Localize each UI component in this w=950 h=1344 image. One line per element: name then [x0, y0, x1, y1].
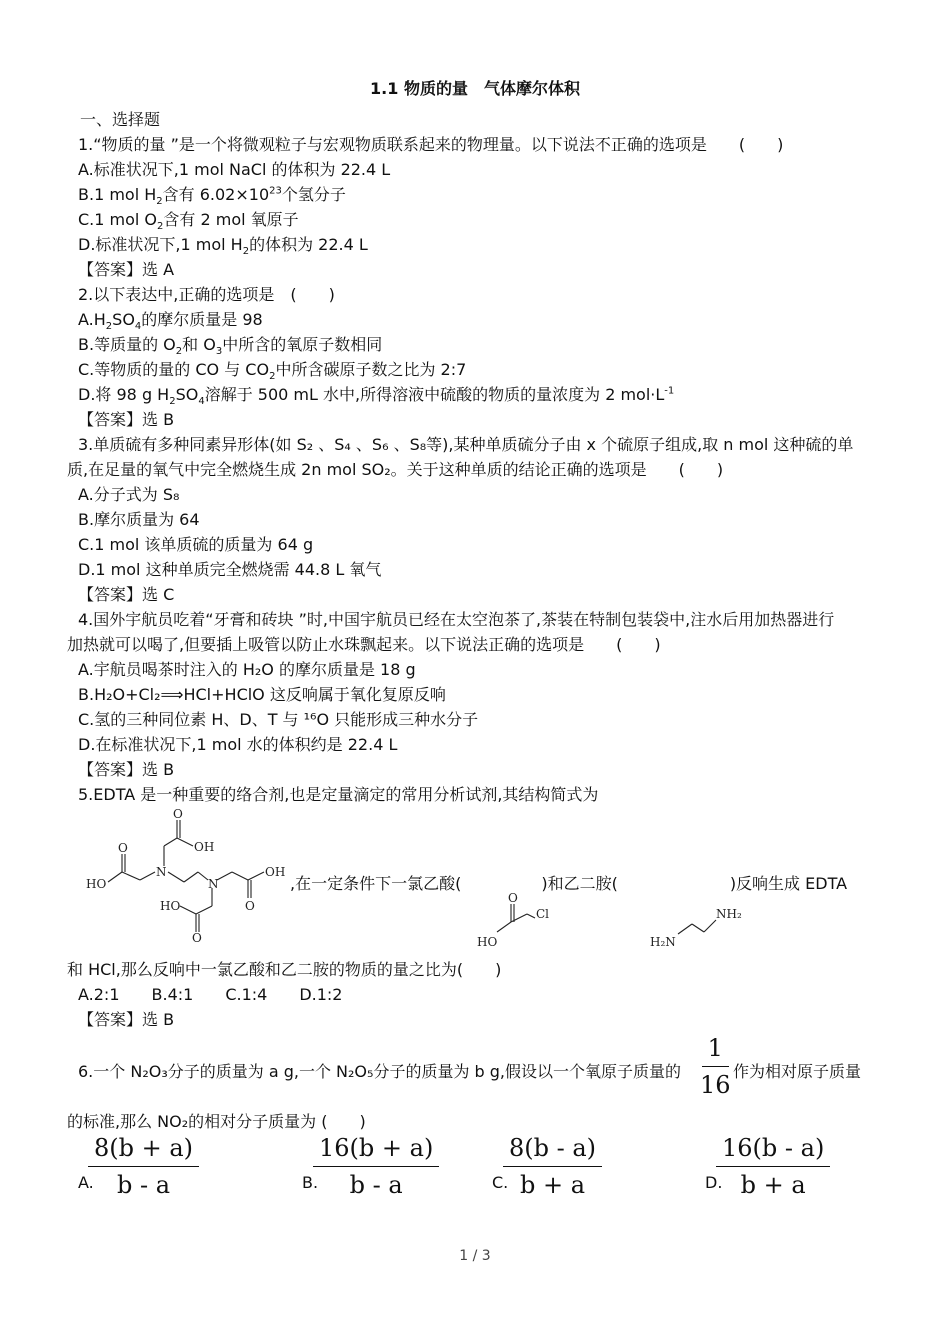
- q3-stem-line1: 3.单质硫有多种同素异形体(如 S₂ 、S₄ 、S₆ 、S₈等),某种单质硫分子由 x 个硫原子组成,取 n mol 这种硫的单: [78, 435, 854, 454]
- q1-stem: 1.“物质的量 ”是一个将微观粒子与宏观物质联系起来的物理量。以下说法不正确的选项是 ( ): [78, 135, 784, 154]
- q2-stem: 2.以下表达中,正确的选项是 ( ): [78, 285, 335, 304]
- q1-option-c: C.1 mol $O_2$含有 2 mol 氧原子: [78, 210, 299, 233]
- q6-option-c-den: b + a: [520, 1171, 586, 1199]
- q6-option-a-den: b - a: [117, 1171, 171, 1199]
- q6-option-d-label: D.: [705, 1173, 723, 1192]
- page-title: 1.1 物质的量 气体摩尔体积: [370, 79, 580, 98]
- q4-answer: 【答案】选 B: [78, 760, 175, 779]
- chloroacetic-acid-structure: [475, 890, 555, 952]
- q4-option-b: B.H₂O+Cl₂⟹HCl+HClO 这反响属于氧化复原反响: [78, 685, 446, 704]
- q3-option-d: D.1 mol 这种单质完全燃烧需 44.8 L 氧气: [78, 560, 382, 579]
- edta-oh-top: OH: [194, 840, 215, 854]
- edta-ho-bottom: HO: [160, 899, 181, 913]
- q6-stem-pre: 6.一个 N₂O₃分子的质量为 a g,一个 N₂O₅分子的质量为 b g,假设以一个氧原子质量的: [78, 1062, 682, 1081]
- q4-stem-line2: 加热就可以喝了,但要插上吸管以防止水珠飘起来。以下说法正确的选项是 ( ): [67, 635, 661, 654]
- q2-option-b: B.等质量的 $O_2$和 $O_3$中所含的氧原子数相同: [78, 335, 383, 358]
- q1-option-b: B.1 mol $H_2$含有 $6.02\times 10^{23}$个氢分子: [78, 185, 346, 208]
- edta-o-left: O: [118, 841, 128, 855]
- q1-answer: 【答案】选 A: [78, 260, 175, 279]
- q2-option-c: C.等物质的量的 CO 与 $CO_2$中所含碳原子数之比为 2:7: [78, 360, 467, 383]
- q4-option-a: A.宇航员喝茶时注入的 H₂O 的摩尔质量是 18 g: [78, 660, 416, 679]
- q5-answer: 【答案】选 B: [78, 1010, 175, 1029]
- q3-stem-line2: 质,在足量的氧气中完全燃烧生成 2n mol SO₂。关于这种单质的结论正确的选项是 ( ): [67, 460, 724, 479]
- edta-ho-left: HO: [86, 877, 107, 891]
- q4-option-c: C.氢的三种同位素 H、D、T 与 ¹⁶O 只能形成三种水分子: [78, 710, 479, 729]
- q6-fraction-den: 16: [700, 1071, 731, 1099]
- q6-option-b-num: 16(b + a): [313, 1134, 439, 1167]
- edta-oh-right: OH: [265, 865, 286, 879]
- edta-n1: N: [156, 865, 167, 879]
- page-number: 1 / 3: [459, 1248, 491, 1264]
- q6-option-b-den: b - a: [349, 1171, 403, 1199]
- q4-option-d: D.在标准状况下,1 mol 水的体积约是 22.4 L: [78, 735, 398, 754]
- q6-option-b-label: B.: [302, 1173, 319, 1192]
- edta-o-bottom: O: [192, 931, 202, 943]
- q2-option-d: D.将 98 g $H_2SO_4$溶解于 500 mL 水中,所得溶液中硫酸的物质的量浓度为 2 $mol\cdot L^{-1}$: [78, 385, 675, 408]
- q3-option-c: C.1 mol 该单质硫的质量为 64 g: [78, 535, 314, 554]
- q6-stem-line2: 的标准,那么 NO₂的相对分子质量为 ( ): [67, 1112, 366, 1131]
- edta-n2: N: [208, 877, 219, 891]
- q1-option-d: D.标准状况下,1 mol $H_2$的体积为 22.4 L: [78, 235, 368, 258]
- q5-stem: 5.EDTA 是一种重要的络合剂,也是定量滴定的常用分析试剂,其结构简式为: [78, 785, 599, 804]
- edta-structure: [80, 808, 295, 943]
- q5-stem-line3: 和 HCl,那么反响中一氯乙酸和乙二胺的物质的量之比为( ): [67, 960, 502, 979]
- q4-stem-line1: 4.国外宇航员吃着“牙膏和砖块 ”时,中国宇航员已经在太空泡茶了,茶装在特制包装袋中,注水后用加热器进行: [78, 610, 835, 629]
- q6-option-b-formula: [313, 1134, 439, 1199]
- diamine-h2n: H₂N: [650, 935, 676, 949]
- q6-option-c-label: C.: [492, 1173, 509, 1192]
- q6-option-c-formula: [503, 1134, 602, 1199]
- q5-stem-middle: ,在一定条件下一氯乙酸( )和乙二胺( )反响生成 EDTA: [290, 874, 848, 893]
- diamine-nh2: NH₂: [716, 907, 742, 921]
- edta-o-right: O: [245, 899, 255, 913]
- q3-option-a: A.分子式为 S₈: [78, 485, 180, 504]
- q6-option-a-label: A.: [78, 1173, 94, 1192]
- q6-fraction-num: 1: [702, 1034, 729, 1067]
- q6-option-c-num: 8(b - a): [503, 1134, 602, 1167]
- q5-options: A.2:1 B.4:1 C.1:4 D.1:2: [78, 985, 343, 1004]
- q6-stem-post: 作为相对原子质量: [733, 1062, 862, 1081]
- q6-option-d-num: 16(b - a): [716, 1134, 830, 1167]
- q6-option-a-num: 8(b + a): [88, 1134, 199, 1167]
- q3-answer: 【答案】选 C: [78, 585, 175, 604]
- ethylenediamine-structure: [648, 898, 758, 952]
- q6-fraction-one-sixteenth: [700, 1034, 731, 1099]
- chloro-o: O: [508, 891, 518, 905]
- chloro-ho: HO: [477, 935, 498, 949]
- q1-option-a: A.标准状况下,1 mol NaCl 的体积为 22.4 L: [78, 160, 391, 179]
- chloro-cl: Cl: [536, 907, 550, 921]
- q6-option-a-formula: [88, 1134, 199, 1199]
- q2-answer: 【答案】选 B: [78, 410, 175, 429]
- section-heading: 一、选择题: [80, 110, 161, 129]
- q3-option-b: B.摩尔质量为 64: [78, 510, 200, 529]
- q2-option-a: $A.H_2SO_4$的摩尔质量是 98: [78, 310, 263, 333]
- q6-option-d-den: b + a: [740, 1171, 806, 1199]
- edta-o-top: O: [173, 808, 183, 821]
- q6-option-d-formula: [716, 1134, 830, 1199]
